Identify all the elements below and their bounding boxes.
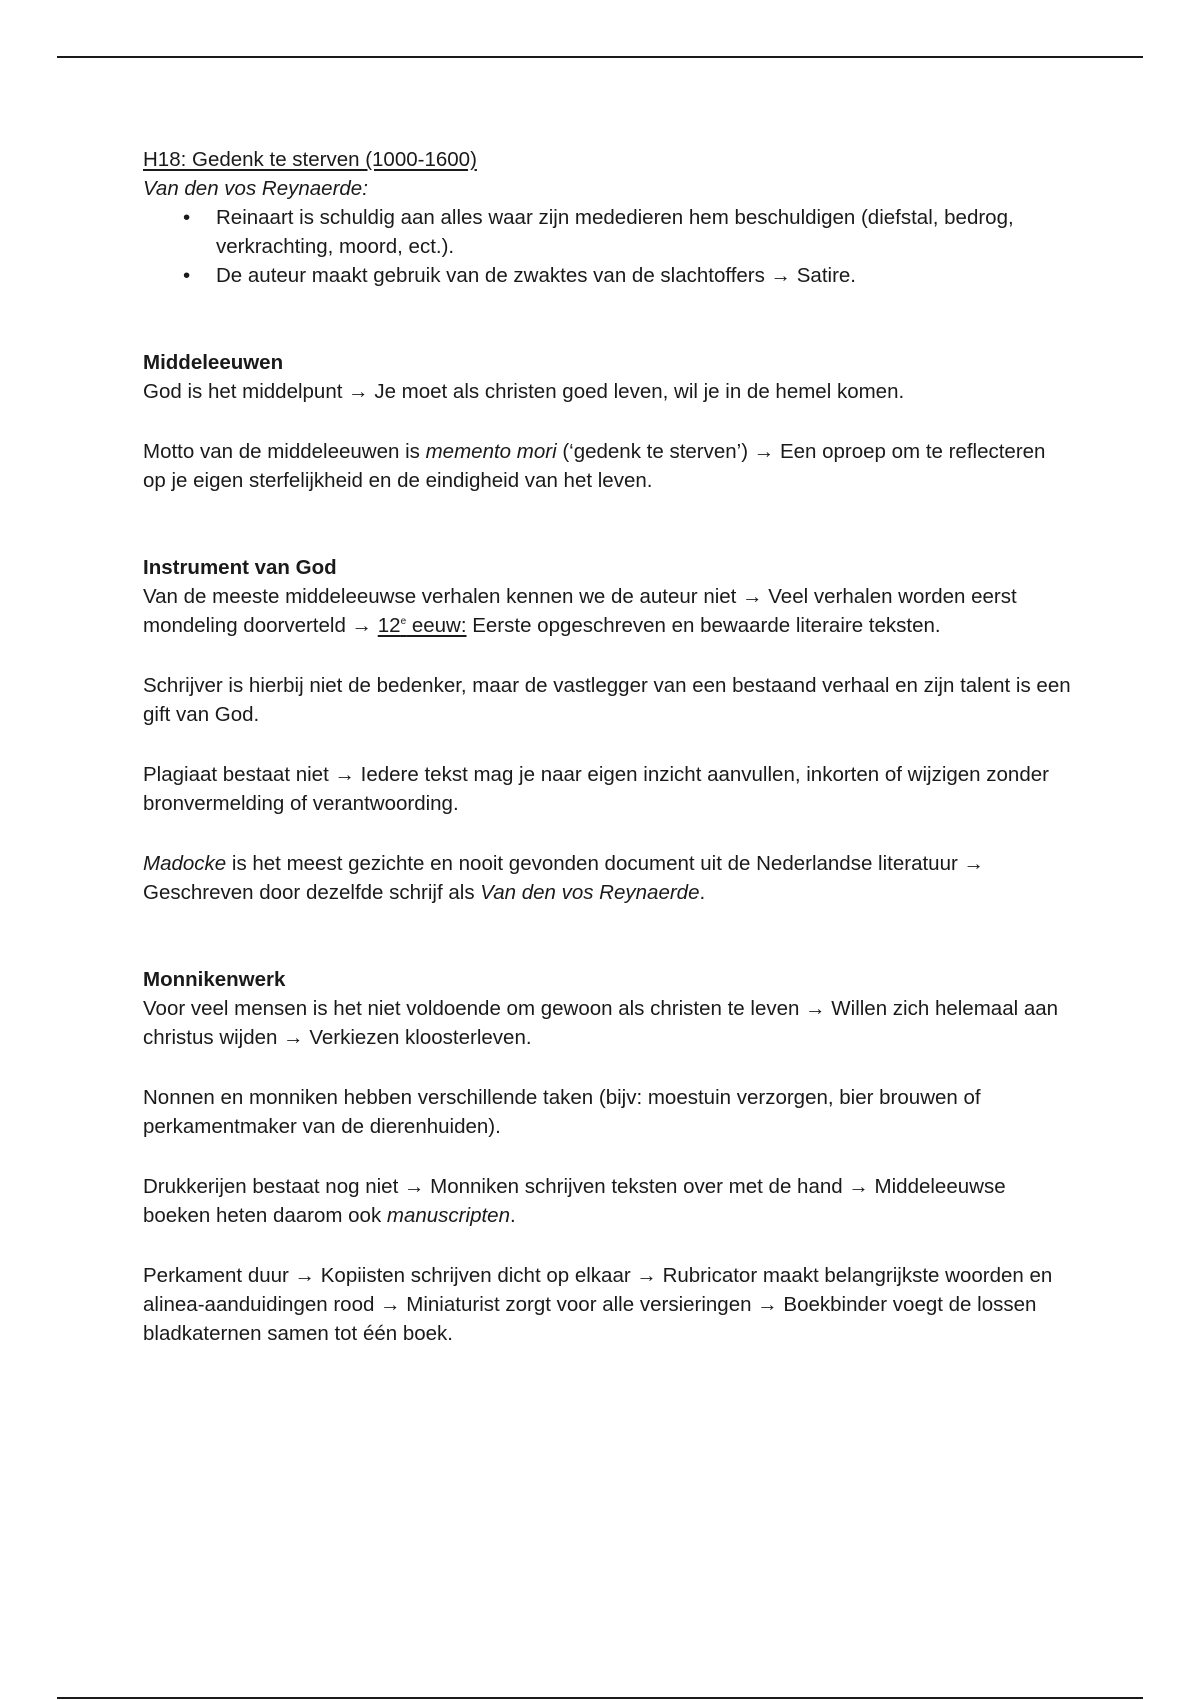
text-run: Eerste opgeschreven en bewaarde literaire teksten. (466, 614, 941, 637)
section-heading-monnikenwerk: Monnikenwerk (143, 968, 286, 991)
text-run: Drukkerijen bestaat nog niet → Monniken schrijven teksten over met de hand → Middeleeuwse boeken heten daarom ook (143, 1175, 1006, 1227)
text-run: Van de meeste middeleeuwse verhalen kennen we de auteur niet → Veel verhalen worden eerst mondeling doorverteld → (143, 585, 1017, 637)
section-heading-instrument: Instrument van God (143, 556, 337, 579)
header-rule (57, 56, 1143, 58)
text-run: Motto van de middeleeuwen is (143, 440, 426, 463)
footer-rule (57, 1697, 1143, 1699)
text-run: 12 (377, 614, 401, 637)
bullet-list (143, 203, 1073, 290)
emphasis-text: Van den vos Reynaerde (480, 881, 700, 904)
emphasis-text: memento mori (425, 440, 557, 463)
superscript: e (400, 616, 407, 628)
underlined-text (378, 614, 467, 637)
paragraph (143, 1172, 1073, 1230)
text-run: (‘gedenk te sterven’) → Een oproep om te reflecteren op je eigen sterfelijkheid en de eindigheid van het leven. (143, 440, 1046, 492)
paragraph: God is het middelpunt → Je moet als christen goed leven, wil je in de hemel komen. (143, 380, 905, 403)
emphasis-text: Madocke (143, 852, 227, 875)
list-item (143, 261, 1073, 290)
paragraph: Nonnen en monniken hebben verschillende taken (bijv: moestuin verzorgen, bier brouwen of perkamentmaker van de dierenhuiden). (143, 1086, 981, 1138)
paragraph (143, 437, 1073, 495)
paragraph: Voor veel mensen is het niet voldoende om gewoon als christen te leven → Willen zich helemaal aan christus wijden → Verkiezen kloosterleven. (143, 997, 1059, 1049)
section-heading-middeleeuwen: Middeleeuwen (143, 351, 284, 374)
bullet-icon: • (183, 264, 191, 287)
text-run: eeuw: (406, 614, 467, 637)
paragraph: Perkament duur → Kopiisten schrijven dicht op elkaar → Rubricator maakt belangrijkste woorden en alinea-aanduidingen rood → Miniaturist zorgt voor alle versieringen → Boekbinder voegt de lossen bladkaternen samen tot één boek. (143, 1264, 1053, 1345)
paragraph (143, 582, 1073, 640)
subtitle: Van den vos Reynaerde: (143, 177, 368, 200)
document-body (143, 145, 1073, 1348)
bullet-text: Reinaart is schuldig aan alles waar zijn mededieren hem beschuldigen (diefstal, bedrog, verkrachting, moord, ect.). (216, 206, 1014, 258)
bullet-icon: • (183, 206, 191, 229)
bullet-text: De auteur maakt gebruik van de zwaktes van de slachtoffers → Satire. (216, 264, 857, 287)
text-run: . (509, 1204, 516, 1227)
paragraph: Schrijver is hierbij niet de bedenker, maar de vastlegger van een bestaand verhaal en zijn talent is een gift van God. (143, 674, 1071, 726)
paragraph: Plagiaat bestaat niet → Iedere tekst mag je naar eigen inzicht aanvullen, inkorten of wijzigen zonder bronvermelding of verantwoording. (143, 763, 1049, 815)
emphasis-text: manuscripten (386, 1204, 510, 1227)
list-item (143, 203, 1073, 261)
text-run: . (699, 881, 706, 904)
paragraph (143, 849, 1073, 907)
text-run: is het meest gezichte en nooit gevonden document uit de Nederlandse literatuur → Geschreven door dezelfde schrijf als (143, 852, 985, 904)
chapter-title: H18: Gedenk te sterven (1000-1600) (143, 148, 477, 171)
